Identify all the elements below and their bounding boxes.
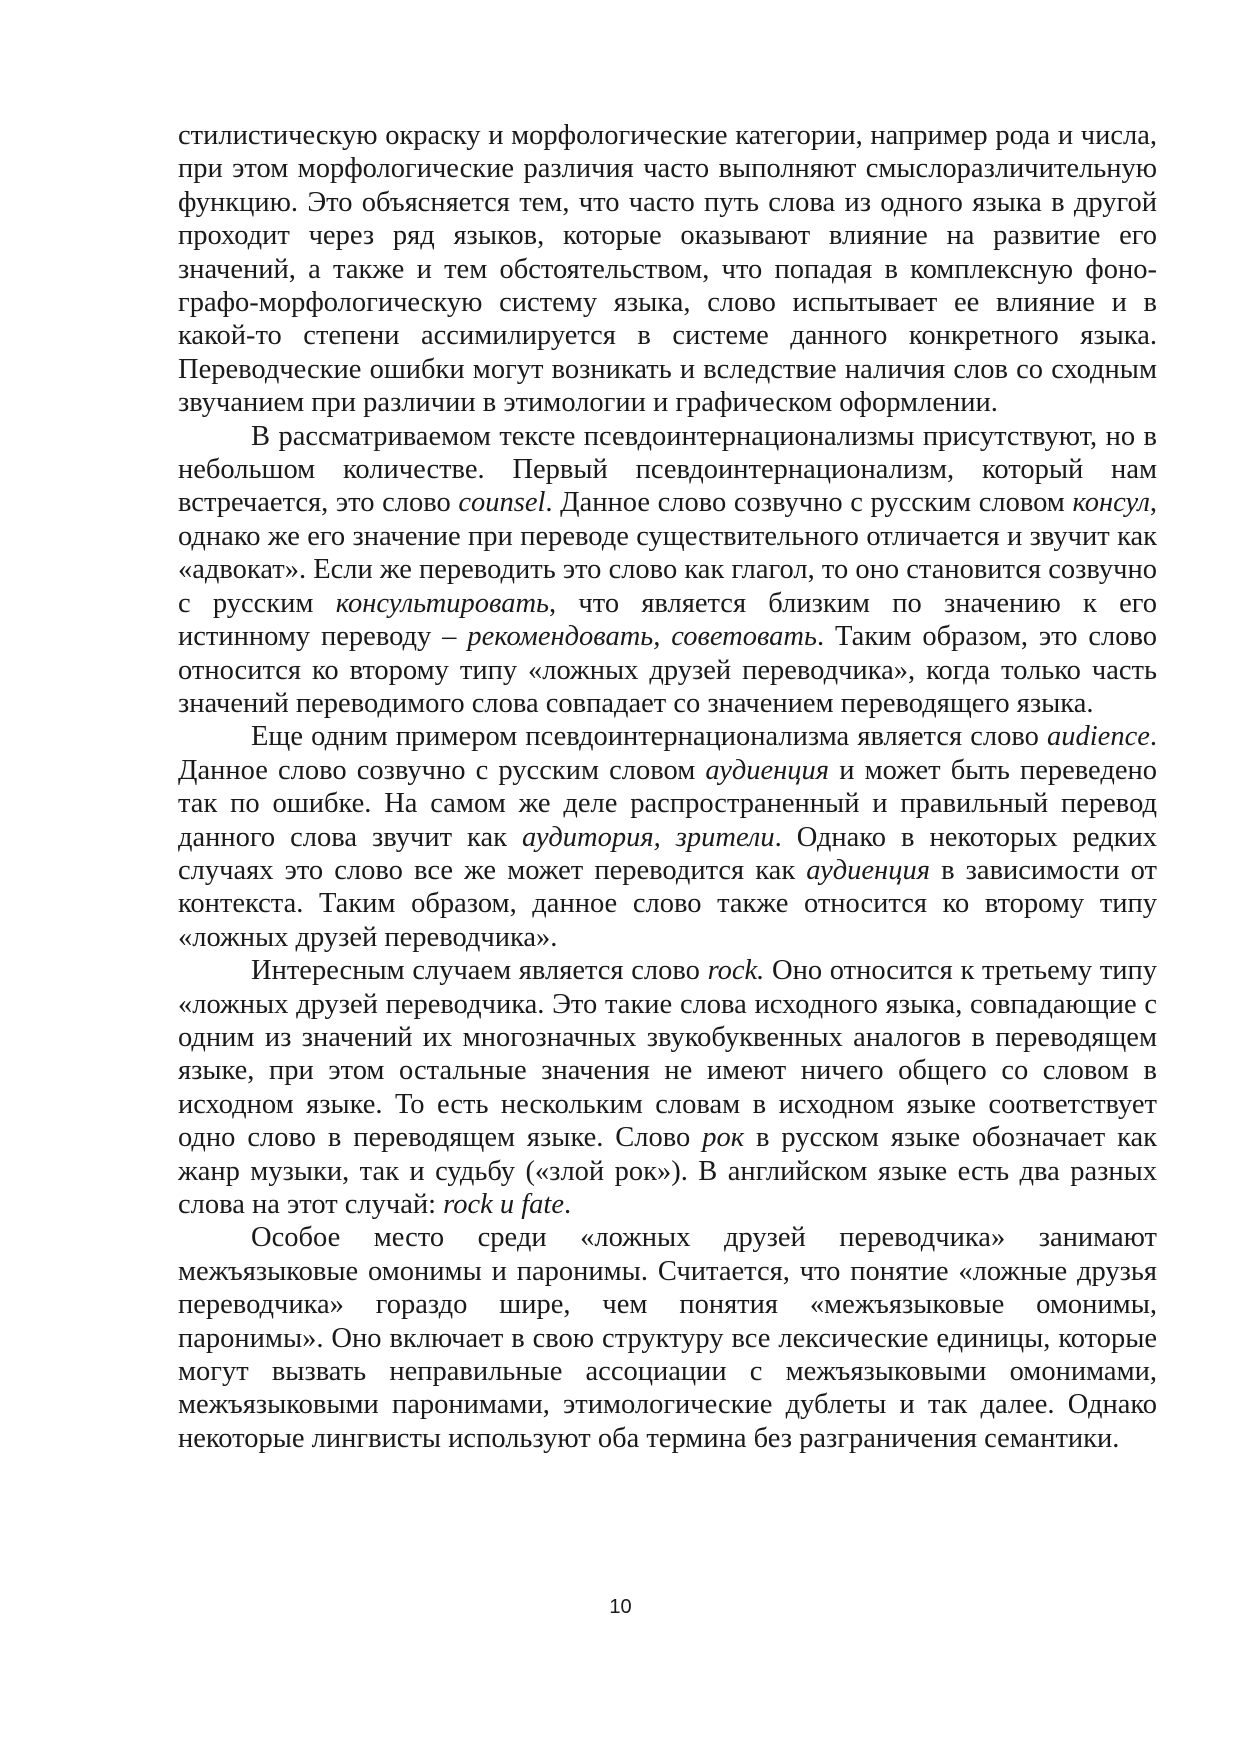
italic-term: rock. bbox=[707, 955, 765, 987]
page-number: 10 bbox=[609, 1596, 632, 1618]
text-segment: Еще одним примером псевдоинтернационализма является слово bbox=[251, 721, 1047, 753]
text-segment: . Данное слово созвучно с русским словом bbox=[545, 487, 1073, 519]
text-segment: Особое место среди «ложных друзей переводчика» занимают межъязыковые омонимы и паронимы. Считается, что понятие «ложные друзья переводчика» гораздо шире, чем понятия «межъязыковые омонимы, паронимы». Оно включает в свою структуру все лексические единицы, которые могут вызвать неправильные ассоциации с межъязыковыми омонимами, межъязыковыми паронимами, этимологические дублеты и так далее. Однако некоторые лингвисты используют оба термина без разграничения семантики. bbox=[178, 1222, 1157, 1454]
italic-term: рекомендовать, советовать bbox=[467, 621, 817, 653]
italic-term: консул bbox=[1072, 487, 1150, 519]
italic-term: рок bbox=[702, 1122, 745, 1154]
paragraph bbox=[178, 1221, 1157, 1455]
text-segment: , что является близким по значению к его истинному переводу – bbox=[178, 587, 1157, 653]
text-segment: Интересным случаем является слово bbox=[251, 955, 708, 987]
text-segment: . Данное слово созвучно с русским словом bbox=[178, 721, 1157, 786]
text-segment: и может быть переведено так по ошибке. На самом же деле распространенный и правильный перевод данного слова звучит как bbox=[178, 754, 1157, 853]
text-segment: . Таким образом, это слово относится ко второму типу «ложных друзей переводчика», когда только часть значений переводимого слова совпадает со значением переводящего языка. bbox=[178, 621, 1157, 719]
text-segment: В рассматриваемом тексте псевдоинтернационализмы присутствуют, но в небольшом количестве. Первый псевдоинтернационализм, который нам встречается, это слово bbox=[178, 420, 1157, 519]
text-segment: Оно относится к третьему типу «ложных друзей переводчика. Это такие слова исходного языка, совпадающие с одним из значений их многозначных звукобуквенных аналогов в переводящем языке, при этом остальные значения не имеют ничего общего со словом в исходном языке. То есть нескольким словам в исходном языке соответствует одно слово в переводящем языке. Слово bbox=[178, 955, 1158, 1154]
italic-term: rock и fate bbox=[443, 1189, 564, 1220]
paragraph bbox=[178, 420, 1157, 721]
text-segment: . bbox=[564, 1189, 572, 1220]
italic-term: аудитория, зрители bbox=[521, 821, 775, 853]
body-text bbox=[178, 119, 1157, 1455]
paragraph bbox=[178, 119, 1157, 420]
italic-term: counsel bbox=[458, 487, 546, 519]
paragraph bbox=[178, 954, 1157, 1221]
text-segment: , однако же его значение при переводе существительного отличается и звучит как «адвокат». Если же переводить это слово как глагол, то оно становится созвучно с русским bbox=[178, 487, 1157, 619]
italic-term: консультировать bbox=[335, 587, 550, 619]
text-segment: в русском языке обозначает как жанр музыки, так и судьбу («злой рок»). В английском языке есть два разных слова на этот случай: bbox=[178, 1122, 1157, 1220]
text-segment: в зависимости от контекста. Таким образом, данное слово также относится ко второму типу «ложных друзей переводчика». bbox=[178, 854, 1157, 953]
italic-term: аудиенция bbox=[806, 854, 930, 886]
paragraph bbox=[178, 720, 1157, 954]
text-segment: . Однако в некоторых редких случаях это слово все же может переводится как bbox=[178, 821, 1157, 886]
text-segment: стилистическую окраску и морфологические категории, например рода и числа, при этом морфологические различия часто выполняют смыслоразличительную функцию. Это объясняется тем, что часто путь слова из одного языка в другой проходит через ряд языков, которые оказывают влияние на развитие его значений, а также и тем обстоятельством, что попадая в комплексную фоно-графо-морфологическую систему языка, слово испытывает ее влияние и в какой-то степени ассимилируется в системе данного конкретного языка. Переводческие ошибки могут возникать и вследствие наличия слов со сходным звучанием при различии в этимологии и графическом оформлении. bbox=[178, 120, 1157, 419]
italic-term: audience bbox=[1047, 721, 1150, 753]
italic-term: аудиенция bbox=[705, 754, 830, 786]
